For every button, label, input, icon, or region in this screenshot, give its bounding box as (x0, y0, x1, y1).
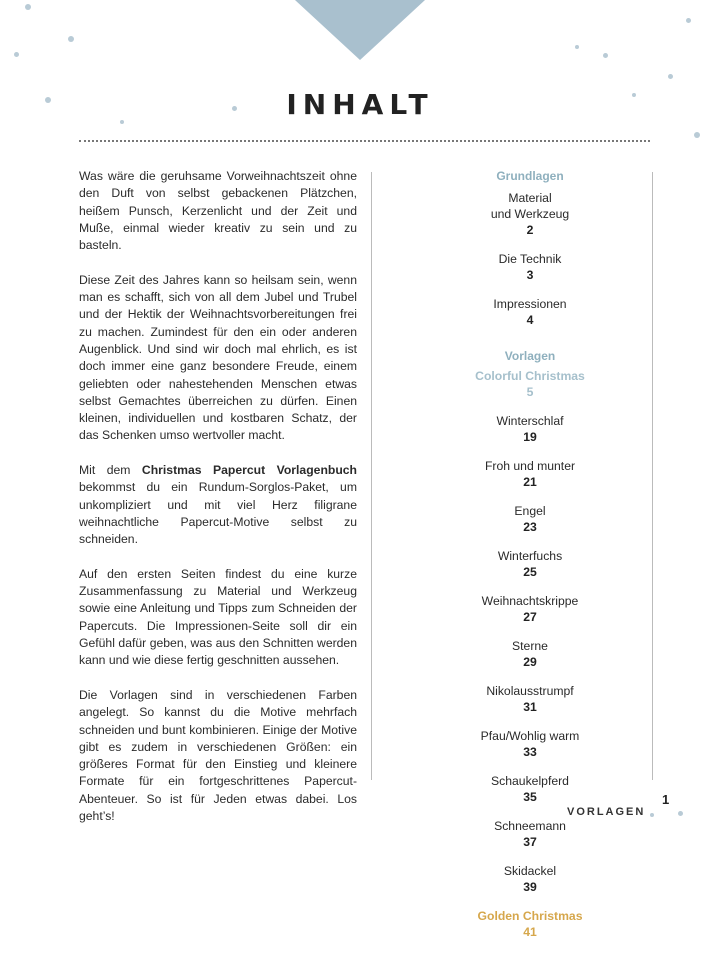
toc-entry-page: 25 (523, 565, 537, 579)
toc-entry[interactable] (440, 190, 620, 238)
toc-entry[interactable] (440, 593, 620, 625)
toc-entry-page: 23 (523, 520, 537, 534)
toc-entry[interactable] (440, 548, 620, 580)
toc-entry-label: Pfau/Wohlig warm (480, 729, 580, 743)
toc-entry-label: Froh und munter (484, 459, 576, 473)
toc-entry-label: Die Technik (498, 252, 562, 266)
toc-section-grundlagen: Grundlagen (496, 169, 564, 183)
intro-paragraph: Diese Zeit des Jahres kann so heilsam sein, wenn man es schafft, sich von all dem Jubel und Trubel und der Hektik der Weihnachtsvorbereitungen frei zu machen. Zumindest für den ein oder anderen Augenblick. Und sind wir doch mal ehrlich, es ist doch immer eine ganz besondere Freude, einem geliebten oder nahestehenden Menschen etwas selbst Gemachtes überreichen zu dürfen. Einen kleinen, individuellen und kostbaren Schatz, der das Schenken umso wertvoller macht. (79, 272, 357, 443)
column-divider-right (652, 172, 653, 780)
intro-paragraph: Mit dem Christmas Papercut Vorlagenbuch bekommst du ein Rundum-Sorglos-Paket, um unkompliziert und mit viel Herz filigrane weihnachtliche Papercut-Motive selbst zu schneiden. (79, 463, 357, 547)
table-of-contents (440, 168, 620, 953)
toc-entry-label: Weihnachtskrippe (481, 594, 579, 608)
toc-entry-page: 3 (526, 268, 534, 282)
intro-paragraph: Was wäre die geruhsame Vorweihnachtszeit ohne den Duft von selbst gebackenen Plätzchen, heißem Punsch, Kerzenlicht und der Zeit und Muße, einmal wieder kreativ zu sein und zu basteln. (79, 169, 357, 253)
toc-entry-page: 37 (523, 835, 537, 849)
intro-paragraph: Auf den ersten Seiten findest du eine kurze Zusammenfassung zu Material und Werkzeug sowie eine Anleitung und Tipps zum Schneiden der Papercuts. Die Impressionen-Seite soll dir ein Gefühl dafür geben, was aus den Schnitten werden kann und wie diese fertig geschnitten aussehen. (79, 566, 357, 668)
dotted-divider (79, 140, 650, 142)
toc-section-vorlagen: Vorlagen (504, 349, 556, 363)
intro-text (79, 168, 357, 843)
page-title: INHALT (286, 88, 434, 121)
toc-entry-label: Sterne (512, 639, 548, 653)
toc-entry[interactable] (440, 458, 620, 490)
toc-entry-label: Impressionen (493, 297, 567, 311)
toc-entry-label: Skidackel (503, 864, 557, 878)
toc-entry-colorful[interactable]: Colorful Christmas 5 (475, 369, 585, 399)
toc-entry[interactable] (440, 413, 620, 445)
toc-entry-page: 35 (523, 790, 537, 804)
toc-entry[interactable] (440, 251, 620, 283)
toc-entry-page: 33 (523, 745, 537, 759)
toc-entry[interactable] (440, 638, 620, 670)
toc-entry-label: Nikolausstrumpf (486, 684, 574, 698)
toc-entry-page: 19 (523, 430, 537, 444)
toc-entry-label: Material und Werkzeug (490, 191, 570, 221)
decorative-triangle (295, 0, 425, 60)
book-title: Christmas Papercut Vorlagenbuch (141, 463, 357, 478)
toc-entry[interactable] (440, 773, 620, 805)
toc-entry[interactable] (440, 296, 620, 328)
toc-entry[interactable] (440, 818, 620, 850)
toc-entry-page: 4 (526, 313, 534, 327)
toc-entry-label: Winterschlaf (496, 414, 564, 428)
toc-entry-label: Winterfuchs (497, 549, 563, 563)
toc-entry-page: 39 (523, 880, 537, 894)
toc-entry-page: 31 (523, 700, 537, 714)
toc-entry-label: Schaukelpferd (491, 774, 569, 788)
toc-entry-page: 2 (526, 223, 534, 237)
toc-entry-page: 27 (523, 610, 537, 624)
toc-entry[interactable] (440, 503, 620, 535)
toc-entry[interactable] (440, 728, 620, 760)
footer-section-label: VORLAGEN (567, 806, 646, 818)
toc-entry-page: 21 (523, 475, 537, 489)
toc-entry-golden[interactable]: Golden Christmas 41 (477, 909, 583, 939)
column-divider-left (371, 172, 372, 780)
toc-entry[interactable] (440, 863, 620, 895)
intro-paragraph: Die Vorlagen sind in verschiedenen Farben angelegt. So kannst du die Motive mehrfach schneiden und bunt kombinieren. Einige der Motive gibt es zudem in verschiedenen Größen: ein größeres Format für den Einstieg und kleinere Formate für ein fortgeschrittenes Papercut-Abenteuer. So ist für Jeden etwas dabei. Los geht’s! (79, 687, 357, 823)
toc-entry[interactable] (440, 683, 620, 715)
page-number: 1 (662, 792, 670, 807)
toc-entry-label: Schneemann (494, 819, 566, 833)
toc-entry-label: Engel (514, 504, 546, 518)
toc-entry-page: 29 (523, 655, 537, 669)
